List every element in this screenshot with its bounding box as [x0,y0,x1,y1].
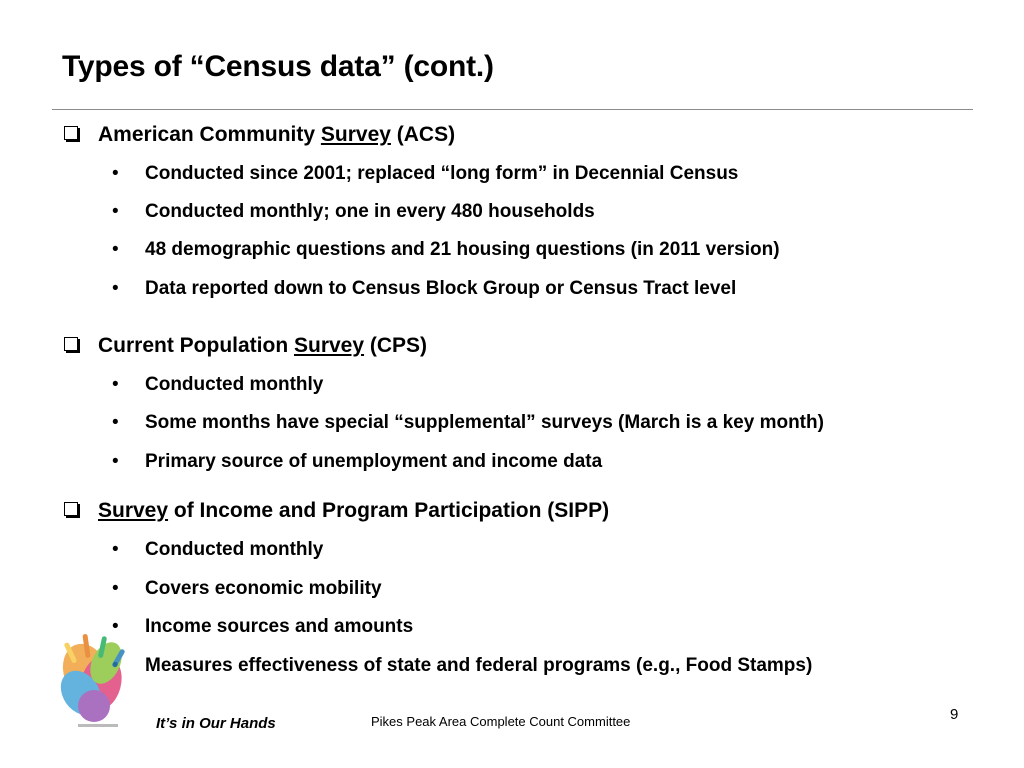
bullet-item: Measures effectiveness of state and federal programs (e.g., Food Stamps) [145,655,813,676]
checkbox-icon [64,126,78,140]
footer-committee: Pikes Peak Area Complete Count Committee [371,714,631,729]
section-heading-cps: Current Population Survey (CPS) [64,334,427,358]
footer-tagline: It’s in Our Hands [156,715,276,732]
bullet-item: • Data reported down to Census Block Group or Census Tract level [112,278,737,299]
page-number: 9 [950,706,959,723]
bullet-item: • Conducted monthly; one in every 480 households [112,201,595,222]
checkbox-icon [64,502,78,516]
bullet-item: • 48 demographic questions and 21 housing questions (in 2011 version) [112,239,780,260]
bullet-item: • Some months have special “supplemental” surveys (March is a key month) [112,412,824,433]
bullet-item: • Conducted monthly [112,539,324,560]
bullet-item: • Covers economic mobility [112,578,382,599]
section-heading-acs: American Community Survey (ACS) [64,123,455,147]
checkbox-icon [64,337,78,351]
hands-logo [56,628,136,738]
section-heading-sipp: Survey of Income and Program Participation (SIPP) [64,499,609,523]
bullet-item: • Conducted monthly [112,374,324,395]
logo-caption-mark [78,724,118,727]
bullet-item: • Primary source of unemployment and income data [112,451,603,472]
bullet-item: • Income sources and amounts [112,616,414,637]
slide-title: Types of “Census data” (cont.) [62,50,494,83]
bullet-item: • Conducted since 2001; replaced “long form” in Decennial Census [112,163,739,184]
